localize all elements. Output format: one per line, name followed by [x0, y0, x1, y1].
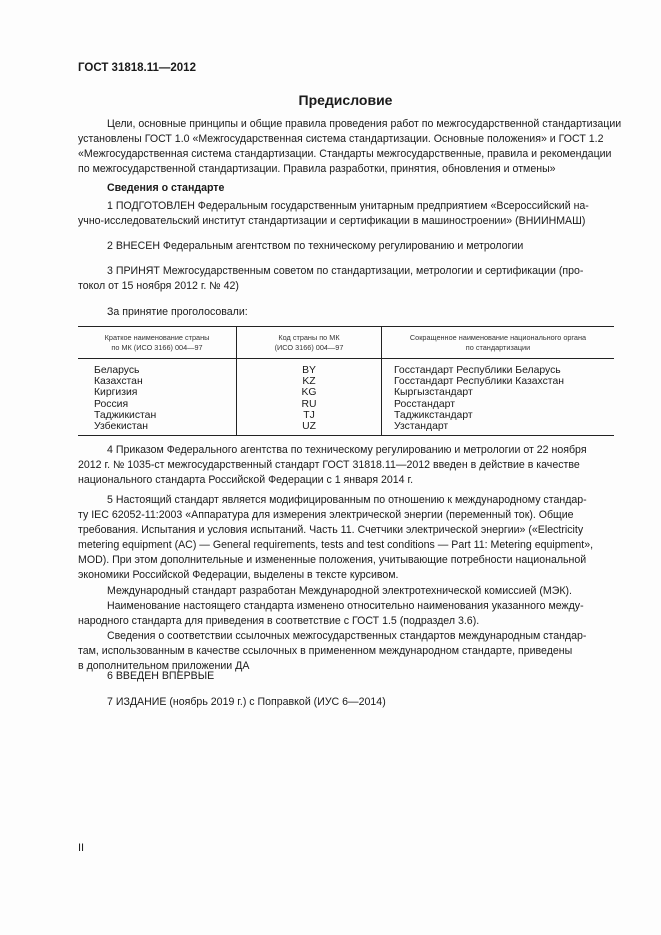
table-row: Казахстан KZ Госстандарт Республики Казахстан: [78, 376, 614, 387]
about-heading: Сведения о стандарте: [107, 182, 225, 194]
voted-label: За принятие проголосовали:: [107, 306, 248, 318]
table-row: Узбекистан UZ Узстандарт: [78, 421, 614, 436]
page-number: II: [78, 842, 85, 854]
table-header-country: Краткое наименование страны по МК (ИСО 3166) 004—97: [78, 327, 237, 359]
item-7: 7 ИЗДАНИЕ (ноябрь 2019 г.) с Поправкой (ИУС 6—2014): [107, 696, 386, 708]
table-header-code: Код страны по МК (ИСО 3166) 004—97: [237, 327, 382, 359]
intro-paragraph: Цели, основные принципы и общие правила проведения работ по межгосударственной стандартизации установлены ГОСТ 1.0 «Межгосударственная система стандартизации. Основные положения» и ГОСТ 1.2 «Межгосударственная система стандартизации. Стандарты межгосударственные, правила и рекомендации по межгосударственной стандартизации. Правила разработки, принятия, обновления и отмены»: [78, 118, 622, 176]
table-row: Беларусь BY Госстандарт Республики Беларусь: [78, 359, 614, 377]
table-row: Таджикистан TJ Таджикстандарт: [78, 410, 614, 421]
page-title: Предисловие: [298, 92, 393, 108]
table-row: Киргизия KG Кыргызстандарт: [78, 387, 614, 398]
voting-table: [78, 326, 614, 436]
item-4: 4 Приказом Федерального агентства по техническому регулированию и метрологии от 22 ноября 2012 г. № 1035-ст межгосударственный стандарт ГОСТ 31818.11—2012 введен в действие в качестве национального стандарта Российской Федерации с 1 января 2014 г.: [78, 444, 587, 487]
item-2: 2 ВНЕСЕН Федеральным агентством по техническому регулированию и метрологии: [107, 240, 524, 252]
item-6: 6 ВВЕДЕН ВПЕРВЫЕ: [107, 670, 215, 682]
item-3: 3 ПРИНЯТ Межгосударственным советом по стандартизации, метрологии и сертификации (про- токол от 15 ноября 2012 г. № 42): [78, 265, 584, 293]
table-header-body: Сокращенное наименование национального органа по стандартизации: [382, 327, 615, 359]
item-1: 1 ПОДГОТОВЛЕН Федеральным государственным унитарным предприятием «Всероссийский на- учно-исследовательский институт стандартизации и сертификации в машиностроении» (ВНИИНМАШ): [78, 200, 589, 228]
document-id: ГОСТ 31818.11—2012: [78, 62, 196, 74]
item-5: 5 Настоящий стандарт является модифицированным по отношению к международному стандар- ту IEC 62052-11:2003 «Аппаратура для измерения электрической энергии (переменный ток). Общие требования. Испытания и условия испытаний. Часть 11. Счетчики электрической энергии» («Electricity metering equipment (AC) — General requirements, tests and test conditions — Part 11: Metering equipment», MOD). При этом дополнительные и измененные положения, учитывающие потребности национальной экономики Российской Федерации, выделены в тексте курсивом. Международный стандарт разработан Международной электротехнической комиссией (МЭК). Наименование настоящего стандарта изменено относительно наименования указанного между- народного стандарта для приведения в соответствие с ГОСТ 1.5 (подраздел 3.6). Сведения о соответствии ссылочных межгосударственных стандартов международным стандар- там, использованным в качестве ссылочных в примененном международном стандарте, приведены в дополнительном приложении ДА: [78, 494, 594, 673]
table-row: Россия RU Росстандарт: [78, 399, 614, 410]
